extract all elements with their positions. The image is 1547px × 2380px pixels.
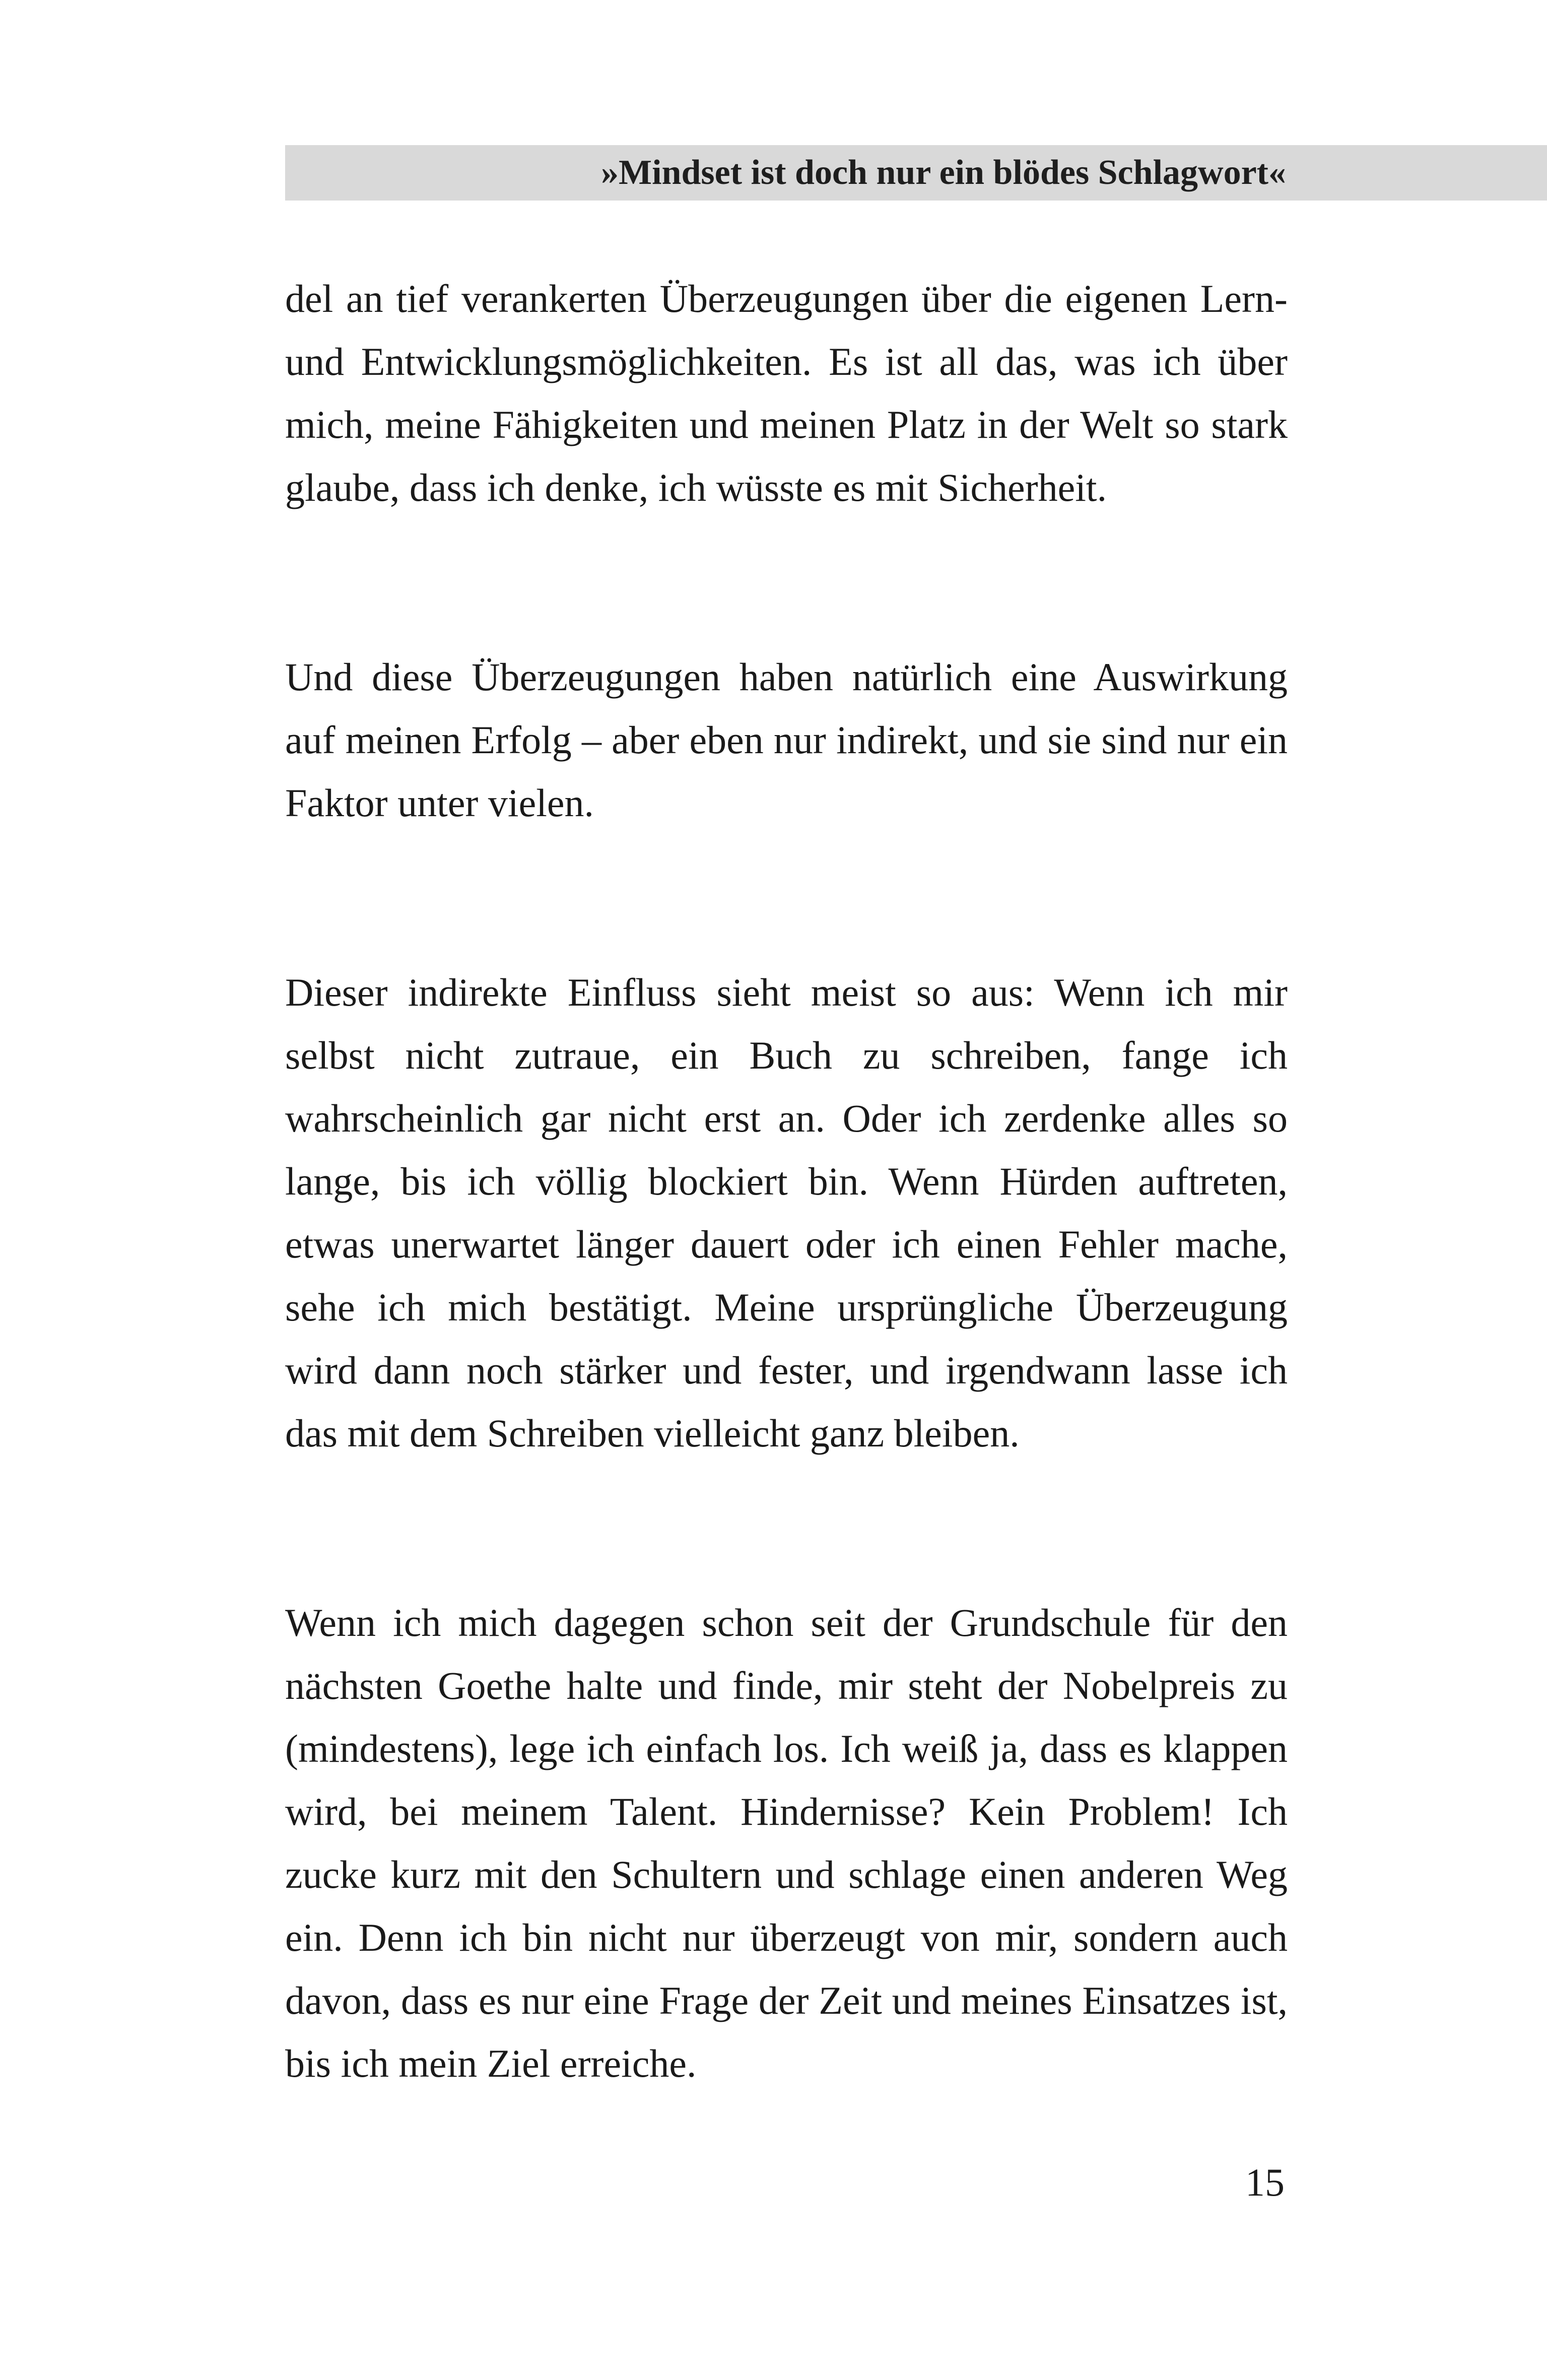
paragraph: Wenn ich mich dagegen schon seit der Grundschule für den nächsten Goethe halte und finde, mir steht der Nobelpreis zu (mindestens), lege ich einfach los. Ich weiß ja, dass es klappen wird, bei meinem Talent. Hindernisse? Kein Problem! Ich zucke kurz mit den Schultern und schlage einen anderen Weg ein. Denn ich bin nicht nur überzeugt von mir, sondern auch davon, dass es nur eine Frage der Zeit und meines Einsatzes ist, bis ich mein Ziel erreiche. — [285, 1601, 1288, 2085]
page-number: 15 — [1245, 2160, 1285, 2204]
running-header-bar — [285, 145, 1547, 201]
paragraph: del an tief verankerten Überzeugungen über die eigenen Lern- und Entwicklungsmöglichkeiten. Es ist all das, was ich über mich, meine Fähigkeiten und meinen Platz in der Welt so stark glaube, dass ich denke, ich wüsste es mit Sicherheit. — [285, 277, 1288, 509]
paragraph: Dieser indirekte Einfluss sieht meist so aus: Wenn ich mir selbst nicht zutraue, ein Buch zu schreiben, fange ich wahrscheinlich gar nicht erst an. Oder ich zerdenke alles so lange, bis ich völlig blockiert bin. Wenn Hürden auftreten, etwas unerwartet länger dauert oder ich einen Fehler mache, sehe ich mich bestätigt. Meine ursprüngliche Überzeugung wird dann noch stärker und fester, und irgendwann lasse ich das mit dem Schreiben vielleicht ganz bleiben. — [285, 970, 1288, 1455]
paragraph: Und diese Überzeugungen haben natürlich eine Auswirkung auf meinen Erfolg – aber eben nur indirekt, und sie sind nur ein Faktor unter vielen. — [285, 655, 1288, 825]
body-text — [285, 267, 1288, 2095]
running-header-title: »Mindset ist doch nur ein blödes Schlagwort« — [601, 153, 1286, 192]
